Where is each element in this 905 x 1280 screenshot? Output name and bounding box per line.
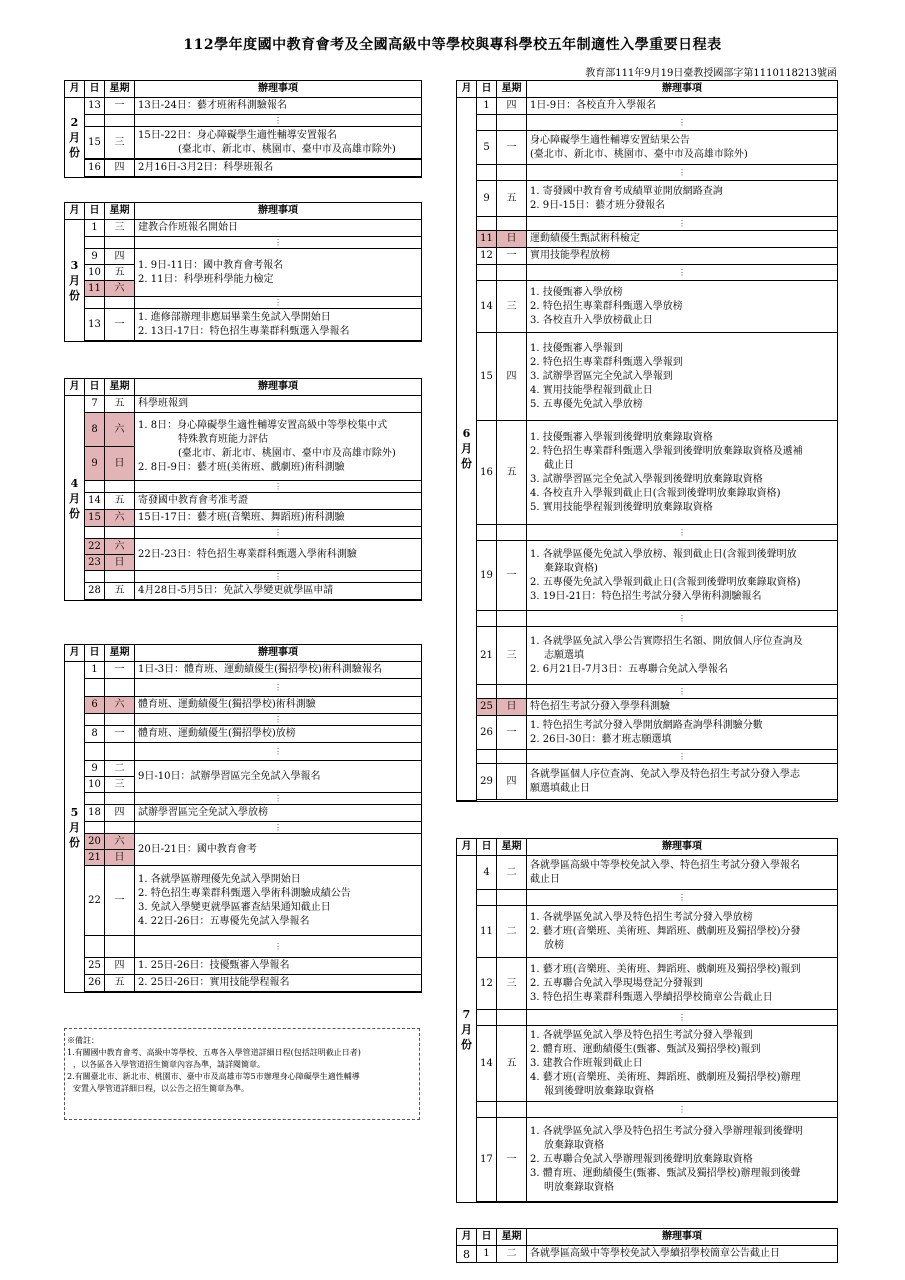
table-row [457,541,838,611]
event-cell: 體育班、運動績優生(獨招學校)放榜 [135,726,422,743]
day-cell: 26 [477,716,497,750]
day-cell: 9 [85,447,105,481]
gap-row: ⋮ [457,217,838,231]
month-label-apr: 4 月 份 [65,396,85,601]
weekday-cell: 四 [497,98,527,115]
table-row [457,1246,838,1263]
march-table [64,202,422,342]
month-label-feb: 2 月 份 [65,98,85,178]
table-row [65,958,422,975]
weekday-cell: 一 [497,131,527,165]
weekday-cell: 五 [105,975,135,992]
table-header [65,203,422,220]
day-cell: 20 [85,834,105,850]
header-day: 日 [477,81,497,98]
table-row [65,697,422,714]
june-table [456,80,838,802]
weekday-cell: 一 [497,716,527,750]
gap-row: ⋮ [65,793,422,805]
weekday-cell: 五 [497,421,527,525]
header-weekday: 星期 [105,379,135,396]
weekday-cell: 四 [497,764,527,800]
event-cell: 1. 寄發國中教育會考成績單並開放網路查詢 2. 9日-15日：藝才班分發報名 [527,181,838,217]
table-row [457,856,838,890]
header-event: 辦理事項 [527,81,838,98]
weekday-cell: 六 [105,413,135,447]
weekday-cell: 二 [497,856,527,890]
day-cell: 1 [477,1246,497,1263]
day-cell: 16 [477,421,497,525]
event-cell: 1. 技優甄審入學報到後聲明放棄錄取資格 2. 特色招生專業群科甄選入學報到後聲明放棄錄取資格及遞補 截止日 3. 試辦學習區完全免試入學報到後聲明放棄錄取資格 4. 各校直升入學報到截止日(含報到後聲明放棄錄取資格) 5. 實用技能學程報到後聲明放棄錄取資格 [527,421,838,525]
weekday-cell: 一 [105,662,135,679]
event-cell: 2月16日-3月2日：科學班報名 [135,160,422,177]
day-cell: 15 [85,510,105,527]
day-cell: 9 [477,181,497,217]
weekday-cell: 五 [105,396,135,413]
weekday-cell: 四 [497,333,527,421]
table-header [65,379,422,396]
gap-row: ⋮ [457,750,838,764]
gap-row: ⋮ [65,237,422,249]
gap-row: ⋮ [65,571,422,583]
table-header [457,1229,838,1246]
weekday-cell: 一 [105,726,135,743]
weekday-cell: 五 [497,1026,527,1102]
table-row [457,906,838,958]
day-cell: 16 [85,160,105,177]
header-weekday: 星期 [105,81,135,98]
event-cell: 體育班、運動績優生(獨招學校)術科測驗 [135,697,422,714]
document-reference: 教育部111年9月19日臺教授國部字第1110118213號函 [585,68,837,79]
table-row [65,160,422,177]
weekday-cell: 六 [105,697,135,714]
table-row [65,493,422,510]
event-cell: 1. 技優甄審入學放榜 2. 特色招生專業群科甄選入學放榜 3. 各校直升入學放榜截止日 [527,281,838,333]
gap-row: ⋮ [457,165,838,181]
gap-row: ⋮ [65,297,422,309]
day-cell: 23 [85,555,105,571]
weekday-cell: 六 [105,510,135,527]
day-cell: 13 [85,98,105,115]
april-table [64,378,422,601]
weekday-cell: 四 [105,805,135,822]
day-cell: 10 [85,265,105,281]
day-cell: 6 [85,697,105,714]
day-cell: 14 [477,1026,497,1102]
table-row [457,181,838,217]
day-cell: 9 [85,761,105,777]
event-cell: 1日-3日：體育班、運動績優生(獨招學校)術科測驗報名 [135,662,422,679]
weekday-cell: 三 [105,127,135,159]
event-cell: 1. 各就學區免試入學及特色招生考試分發入學放榜 2. 藝才班(音樂班、美術班、舞蹈班、戲劇班及獨招學校)分發 放榜 [527,906,838,958]
header-month: 月 [65,645,85,662]
header-month: 月 [65,379,85,396]
day-cell: 22 [85,866,105,936]
table-row [457,627,838,685]
gap-row: ⋮ [457,890,838,906]
header-event: 辦理事項 [135,81,422,98]
header-day: 日 [85,645,105,662]
table-row [65,726,422,743]
gap-row: ⋮ [457,265,838,281]
gap-row: ⋮ [457,1010,838,1026]
table-header [65,645,422,662]
day-cell: 22 [85,539,105,555]
weekday-cell: 日 [497,699,527,716]
header-month: 月 [457,839,477,856]
table-row [457,333,838,421]
day-cell: 26 [85,975,105,992]
table-row [457,958,838,1010]
weekday-cell: 一 [497,541,527,611]
event-cell: 1. 各就學區辦理優先免試入學開始日 2. 特色招生專業群科甄選入學術科測驗成績公告 3. 免試入學變更就學區審查結果通知截止日 4. 22日-26日：五專優先免試入學報名 [135,866,422,936]
table-row [65,662,422,679]
header-day: 日 [85,379,105,396]
day-cell: 15 [85,127,105,159]
event-cell: 1. 藝才班(音樂班、美術班、舞蹈班、戲劇班及獨招學校)報到 2. 五專聯合免試入學現場登記分發報到 3. 特色招生專業群科甄選入學續招學校簡章公告截止日 [527,958,838,1010]
day-cell: 28 [85,583,105,600]
header-weekday: 星期 [105,203,135,220]
gap-row: ⋮ [65,481,422,493]
day-cell: 1 [85,220,105,237]
weekday-cell: 四 [105,958,135,975]
february-table [64,80,422,178]
weekday-cell: 三 [497,281,527,333]
table-row [65,583,422,600]
day-cell: 17 [477,1118,497,1202]
day-cell: 7 [85,396,105,413]
weekday-cell: 五 [105,265,135,281]
day-cell: 21 [477,627,497,685]
weekday-cell: 二 [497,1246,527,1263]
weekday-cell: 三 [497,958,527,1010]
event-cell: 20日-21日：國中教育會考 [135,834,422,866]
month-label-aug: 8 [457,1246,477,1263]
event-cell: 運動績優生甄試術科檢定 [527,231,838,248]
day-cell: 1 [85,662,105,679]
event-cell: 13日-24日：藝才班術科測驗報名 [135,98,422,115]
notes-heading: ※備註： [67,1036,99,1045]
event-cell: 1. 各就學區優先免試入學放榜、報到截止日(含報到後聲明放 棄錄取資格) 2. 五專優先免試入學報到截止日(含報到後聲明放棄錄取資格) 3. 19日-21日：特色招生考試分發入學術科測驗報名 [527,541,838,611]
weekday-cell: 二 [105,761,135,777]
day-cell: 5 [477,131,497,165]
gap-row: ⋮ [65,743,422,761]
day-cell: 12 [477,958,497,1010]
event-cell: 各就學區個人序位查詢、免試入學及特色招生考試分發入學志 願選填截止日 [527,764,838,800]
table-row [457,281,838,333]
day-cell: 25 [477,699,497,716]
table-header [457,81,838,98]
day-cell: 25 [85,958,105,975]
day-cell: 15 [477,333,497,421]
gap-row: ⋮ [457,611,838,627]
header-day: 日 [477,1229,497,1246]
table-row [457,1026,838,1102]
weekday-cell: 一 [105,98,135,115]
gap-row: ⋮ [65,936,422,958]
event-cell: 1日-9日：各校直升入學報名 [527,98,838,115]
weekday-cell: 四 [105,160,135,177]
table-row [457,231,838,248]
event-cell: 各就學區高級中等學校免試入學續招學校簡章公告截止日 [527,1246,838,1263]
event-cell: 22日-23日：特色招生專業群科甄選入學術科測驗 [135,539,422,571]
event-cell: 1. 各就學區免試入學公告實際招生名額、開放個人序位查詢及 志願選填 2. 6月21日-7月3日：五專聯合免試入學報名 [527,627,838,685]
weekday-cell: 五 [105,493,135,510]
day-cell: 14 [477,281,497,333]
day-cell: 1 [477,98,497,115]
note-line: ，以各區各入學管道招生簡章內容為準，請詳閱簡章。 [73,1060,265,1069]
event-cell: 4月28日-5月5日：免試入學變更就學區申請 [135,583,422,600]
gap-row: ⋮ [457,525,838,541]
day-cell: 8 [85,726,105,743]
gap-row: ⋮ [65,527,422,539]
table-row [457,131,838,165]
gap-row: ⋮ [457,685,838,699]
may-table [64,644,422,993]
header-event: 辦理事項 [527,1229,838,1246]
table-row [65,975,422,992]
table-row [65,220,422,237]
event-cell: 建教合作班報名開始日 [135,220,422,237]
event-cell: 各就學區高級中等學校免試入學、特色招生考試分發入學報名 截止日 [527,856,838,890]
table-header [457,839,838,856]
header-month: 月 [65,81,85,98]
weekday-cell: 五 [497,181,527,217]
event-cell: 科學班報到 [135,396,422,413]
table-row [457,699,838,716]
day-cell: 11 [477,906,497,958]
note-line: 安置入學管道詳細日程，以公告之招生簡章為準。 [73,1084,249,1093]
weekday-cell: 三 [105,777,135,793]
weekday-cell: 三 [105,220,135,237]
day-cell: 13 [85,309,105,341]
event-cell: 1. 特色招生考試分發入學開放網路查詢學科測驗分數 2. 26日-30日：藝才班志願選填 [527,716,838,750]
header-month: 月 [65,203,85,220]
header-event: 辦理事項 [135,203,422,220]
event-cell: 9日-10日：試辦學習區完全免試入學報名 [135,761,422,793]
table-row [457,248,838,265]
weekday-cell: 日 [105,447,135,481]
day-cell: 19 [477,541,497,611]
note-line: 2.有關臺北市、新北市、桃園市、臺中市及高雄市等5市辦理身心障礙學生適性輔導 [67,1072,360,1081]
day-cell: 8 [85,413,105,447]
header-month: 月 [457,1229,477,1246]
note-line: 1.有關國中教育會考、高級中等學校、五專各入學管道詳細日程(包括註明截止日者) [67,1048,361,1057]
table-row [457,716,838,750]
table-row [65,805,422,822]
table-row [65,396,422,413]
weekday-cell: 日 [105,850,135,866]
day-cell: 10 [85,777,105,793]
event-cell: 2. 25日-26日：實用技能學程報名 [135,975,422,992]
event-cell: 試辦學習區完全免試入學放榜 [135,805,422,822]
document-title: 112學年度國中教育會考及全國高級中等學校與專科學校五年制適性入學重要日程表 [183,37,722,53]
table-row [457,421,838,525]
july-table [456,838,838,1203]
event-cell: 1. 技優甄審入學報到 2. 特色招生專業群科甄選入學報到 3. 試辦學習區完全免試入學報到 4. 實用技能學程報到截止日 5. 五專優先免試入學放榜 [527,333,838,421]
gap-row: ⋮ [65,714,422,726]
weekday-cell: 六 [105,834,135,850]
header-weekday: 星期 [497,81,527,98]
table-row [65,413,422,447]
event-cell: 1. 各就學區免試入學及特色招生考試分發入學報到 2. 體育班、運動績優生(甄審、甄試及獨招學校)報到 3. 建教合作班報到截止日 4. 藝才班(音樂班、美術班、舞蹈班、戲劇班及獨招學校)辦理 報到後聲明放棄錄取資格 [527,1026,838,1102]
table-row [65,834,422,850]
weekday-cell: 三 [497,627,527,685]
event-cell: 身心障礙學生適性輔導安置結果公告 (臺北市、新北市、桃園市、臺中市及高雄市除外) [527,131,838,165]
gap-row: ⋮ [65,679,422,697]
table-row [65,510,422,527]
table-row [65,539,422,555]
weekday-cell: 四 [105,249,135,265]
event-cell: 實用技能學程放榜 [527,248,838,265]
weekday-cell: 六 [105,539,135,555]
table-row [457,98,838,115]
gap-row: ⋮ [457,115,838,131]
month-label-mar: 3 月 份 [65,220,85,342]
weekday-cell: 日 [105,555,135,571]
weekday-cell: 五 [105,583,135,600]
weekday-cell: 六 [105,281,135,297]
day-cell: 18 [85,805,105,822]
header-day: 日 [85,81,105,98]
day-cell: 14 [85,493,105,510]
header-weekday: 星期 [105,645,135,662]
header-weekday: 星期 [497,1229,527,1246]
header-weekday: 星期 [497,839,527,856]
day-cell: 11 [477,231,497,248]
event-cell: 1. 各就學區免試入學及特色招生考試分發入學辦理報到後聲明 放棄錄取資格 2. 五專聯合免試入學辦理報到後聲明放棄錄取資格 3. 體育班、運動績優生(甄審、甄試及獨招學校)辦理報到後聲 明放棄錄取資格 [527,1118,838,1202]
event-cell: 15日-17日：藝才班(音樂班、舞蹈班)術科測驗 [135,510,422,527]
table-row [65,866,422,936]
event-cell: 1. 9日-11日：國中教育會考報名 2. 11日：科學班科學能力檢定 [135,249,422,297]
day-cell: 9 [85,249,105,265]
table-row [457,764,838,800]
gap-row: ⋮ [65,115,422,127]
table-row [65,309,422,341]
weekday-cell: 二 [497,906,527,958]
weekday-cell: 一 [105,309,135,341]
table-row [457,1118,838,1202]
header-event: 辦理事項 [527,839,838,856]
table-row [65,98,422,115]
table-row [65,127,422,159]
august-table [456,1228,838,1263]
table-row [65,761,422,777]
header-day: 日 [477,839,497,856]
day-cell: 21 [85,850,105,866]
weekday-cell: 一 [497,1118,527,1202]
header-event: 辦理事項 [135,645,422,662]
day-cell: 12 [477,248,497,265]
event-cell: 1. 進修部辦理非應屆畢業生免試入學開始日 2. 13日-17日：特色招生專業群科甄選入學報名 [135,309,422,341]
notes-box [64,1028,420,1120]
month-label-jul: 7 月 份 [457,856,477,1203]
event-cell: 特色招生考試分發入學學科測驗 [527,699,838,716]
event-cell: 1. 25日-26日：技優甄審入學報名 [135,958,422,975]
weekday-cell: 一 [105,866,135,936]
gap-row: ⋮ [65,822,422,834]
event-cell: 15日-22日：身心障礙學生適性輔導安置報名 (臺北市、新北市、桃園市、臺中市及高雄市除外) [135,127,422,159]
month-label-jun: 6 月 份 [457,98,477,801]
event-cell: 寄發國中教育會考准考證 [135,493,422,510]
table-row [65,249,422,265]
weekday-cell: 一 [497,248,527,265]
table-header [65,81,422,98]
header-event: 辦理事項 [135,379,422,396]
header-month: 月 [457,81,477,98]
event-cell: 1. 8日：身心障礙學生適性輔導安置高級中等學校集中式 特殊教育班能力評估 (臺北市、新北市、桃園市、臺中市及高雄市除外) 2. 8日-9日：藝才班(美術班、戲劇班)術科測驗 [135,413,422,481]
day-cell: 11 [85,281,105,297]
day-cell: 29 [477,764,497,800]
day-cell: 4 [477,856,497,890]
month-label-may: 5 月 份 [65,662,85,993]
header-day: 日 [85,203,105,220]
weekday-cell: 日 [497,231,527,248]
gap-row: ⋮ [457,1102,838,1118]
